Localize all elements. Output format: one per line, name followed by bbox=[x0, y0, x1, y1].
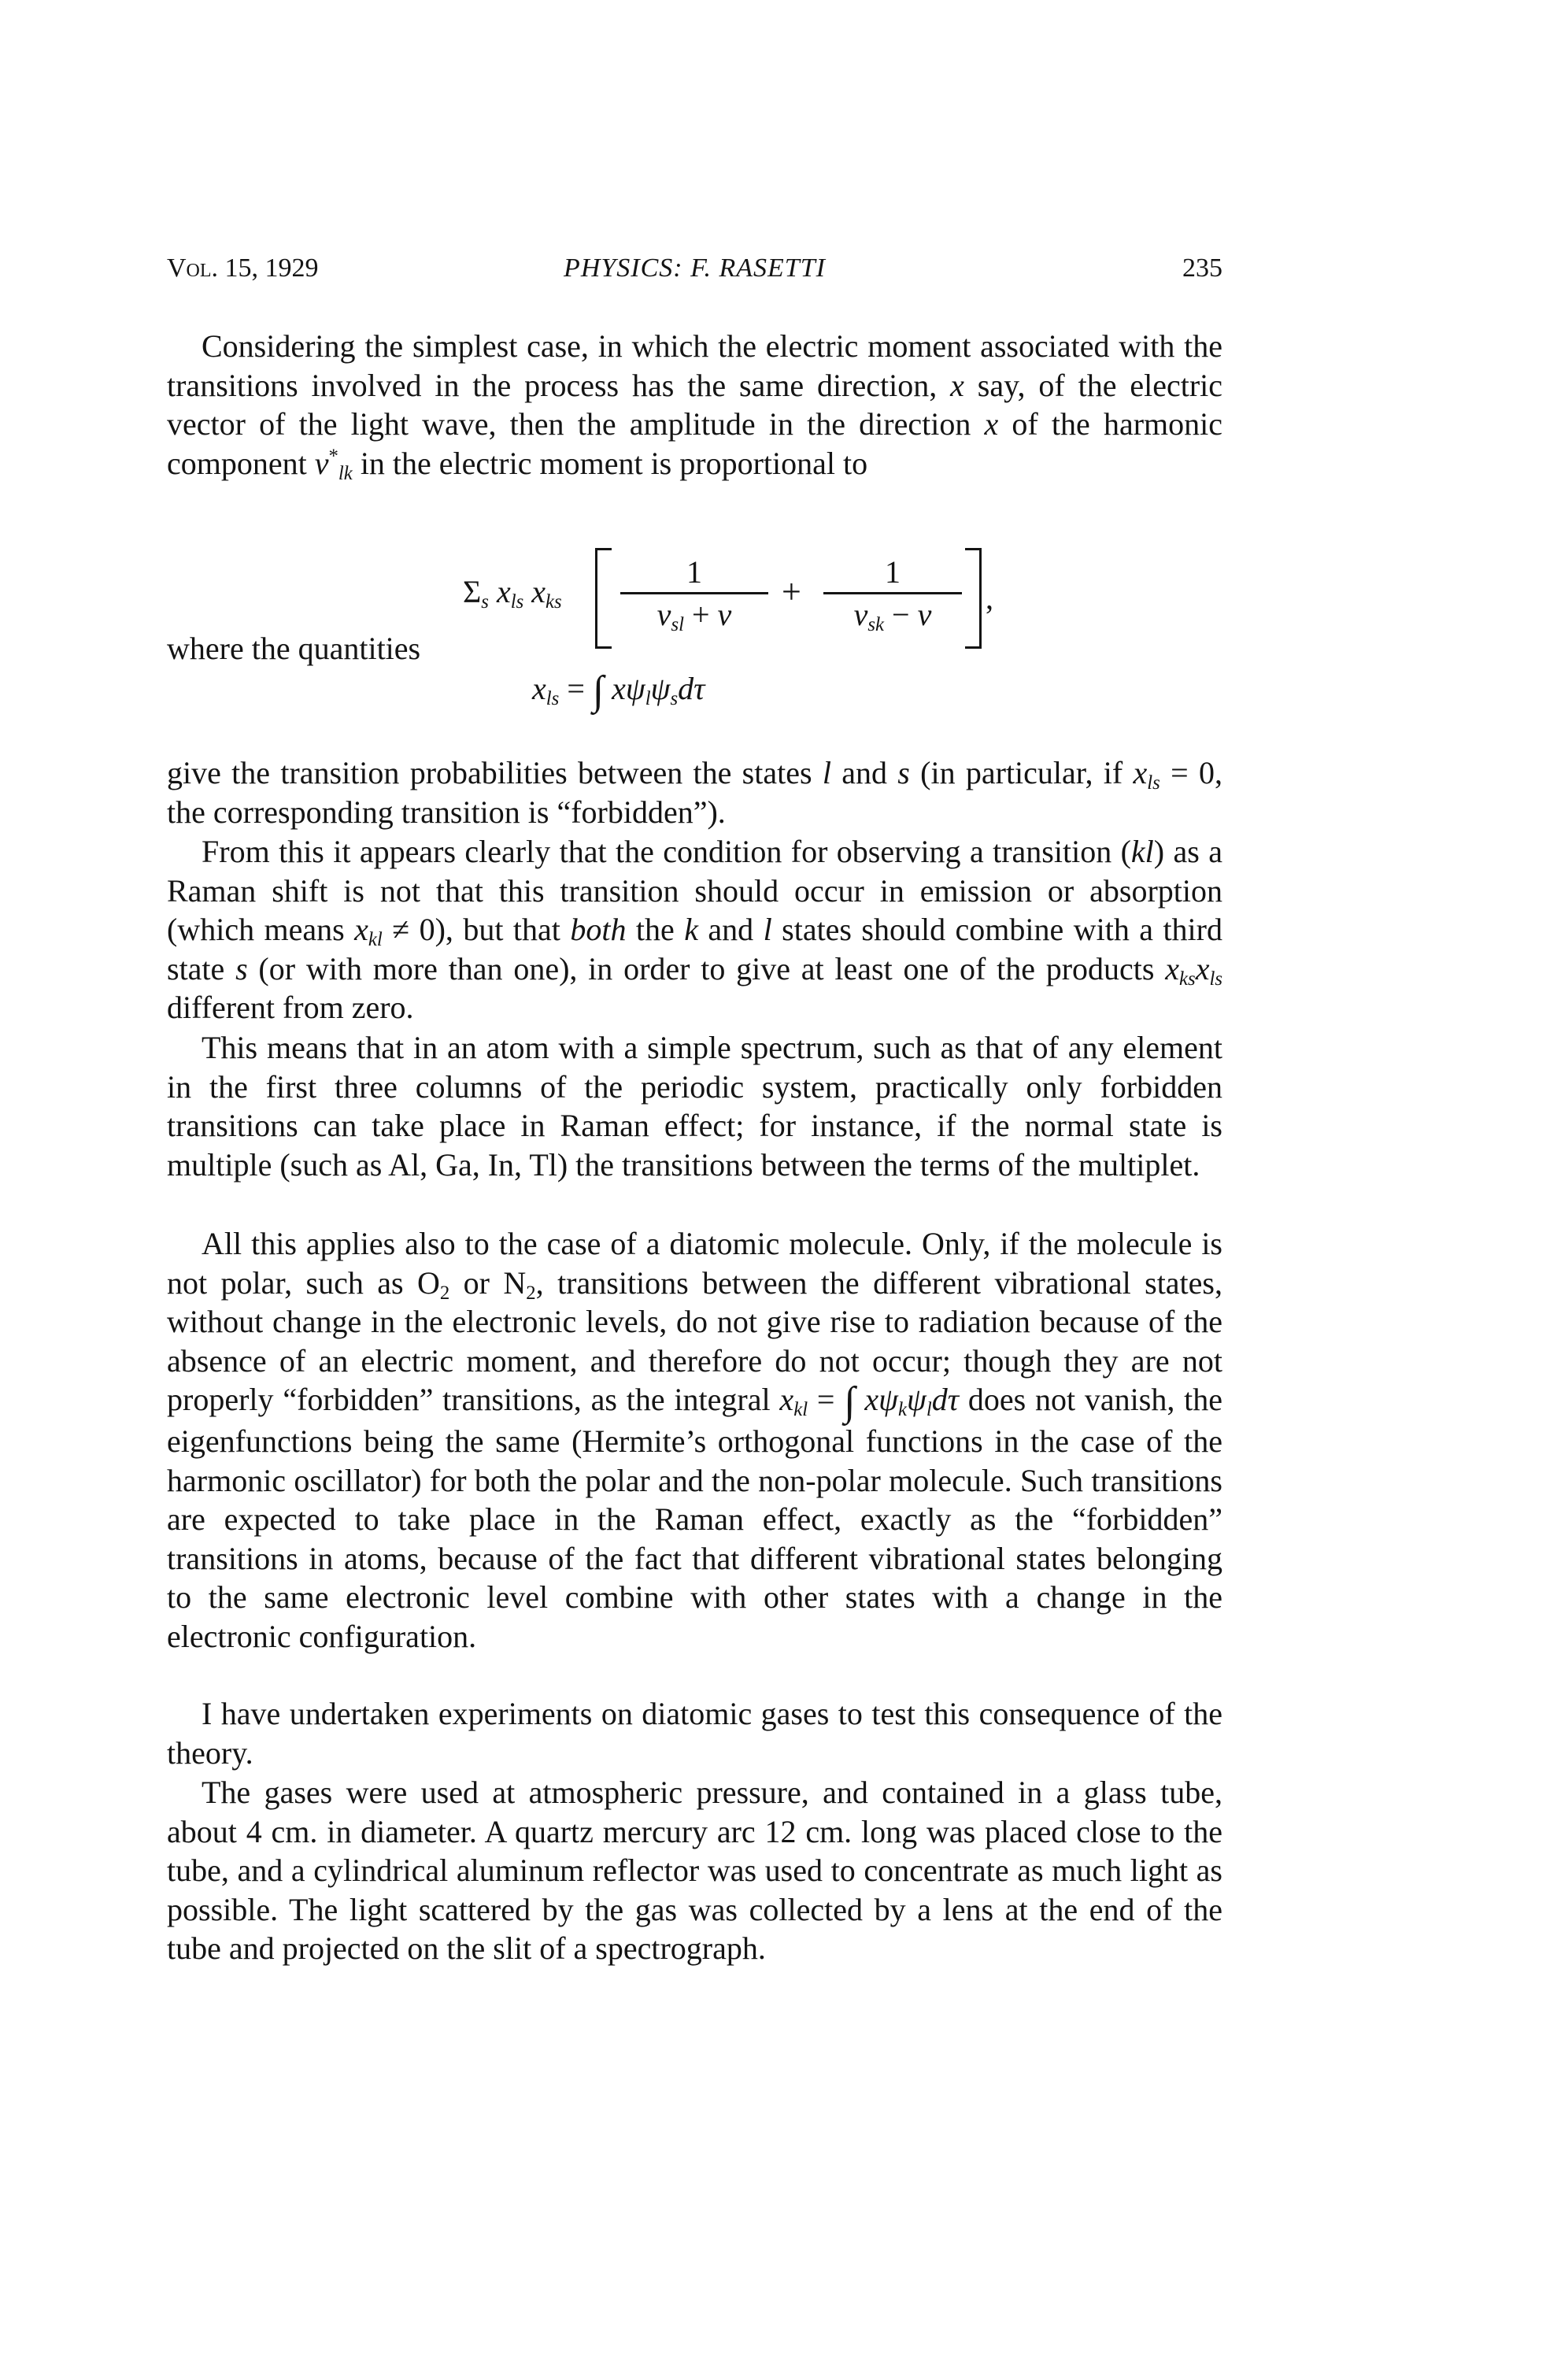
equation-sum-prefix: $\Sigma_s$ $x_{ls}$ $x_{ks}$ bbox=[463, 574, 562, 613]
paragraph-6: I have undertaken experiments on diatomic gases to test this consequence of the theory. bbox=[167, 1696, 1222, 1771]
page-number: 235 bbox=[1182, 254, 1222, 283]
fraction-2: 1 $\nu_{sk} - \nu$ bbox=[823, 553, 962, 635]
running-header bbox=[167, 254, 1222, 293]
fraction-1: 1 $\nu_{sl} + \nu$ bbox=[620, 553, 768, 635]
paragraph-2: give the transition probabilities between the states l and s (in particular, if $x_{ls} = 0$, the corresponding transition is “forbidden”). bbox=[167, 755, 1222, 830]
paragraph-7: The gases were used at atmospheric pressure, and contained in a glass tube, about 4 cm. in diameter. A quartz mercury arc 12 cm. long was placed close to the tube, and a cylindrical aluminum reflector was used to concentrate as much light as possible. The light scattered by the gas was collected by a lens at the end of the tube and projected on the slit of a spectrograph. bbox=[167, 1775, 1222, 1967]
where-label: where the quantities bbox=[167, 631, 421, 666]
running-title: PHYSICS: F. RASETTI bbox=[564, 254, 826, 283]
integral-sign: ∫ bbox=[592, 668, 605, 713]
volume-info: Vol. 15, 1929 bbox=[167, 254, 319, 283]
paragraph-5: All this applies also to the case of a diatomic molecule. Only, if the molecule is not polar, such as $O_2$ or $N_2$, transitions between the different vibrational states, without change in the electronic levels, do not give rise to radiation because of the absence of an electric moment, and therefore do not occur; though they are not properly “forbidden” transitions, as the integral $x_{kl}$ = ∫ $x\psi_k\psi_ld\tau$ does not vanish, the eigenfunctions being the same (Hermite’s orthogonal functions in the case of the harmonic oscillator) for both the polar and the non-polar molecule. Such transitions are expected to take place in the Raman effect, exactly as the “forbidden” transitions in atoms, because of the fact that different vibrational states belonging to the same electronic level combine with other states with a change in the electronic configuration. bbox=[167, 1226, 1223, 1654]
paragraph-1: Considering the simplest case, in which the electric moment associated with the transitions involved in the process has the same direction, x say, of the electric vector of the light wave, then the amplitude in the direction x of the harmonic component $\nu^*_{lk}$ in the electric moment is proportional to bbox=[167, 328, 1223, 484]
paragraph-4: This means that in an atom with a simple spectrum, such as that of any element in the first three columns of the periodic system, practically only forbidden transitions can take place in Raman effect; for instance, if the normal state is multiple (such as Al, Ga, In, Tl) the transitions between the terms of the multiplet. bbox=[167, 1030, 1222, 1183]
equation-integral: $x_{ls}$ = ∫ $x\psi_l\psi_sd\tau$ bbox=[532, 668, 705, 713]
right-bracket bbox=[965, 548, 982, 649]
left-bracket bbox=[595, 548, 612, 649]
integral-sign-inline: ∫ bbox=[844, 1379, 856, 1425]
equation-amplitude: $\Sigma_s$ $x_{ls}$ $x_{ks}$ 1 $\nu_{sl} + \nu$ + 1 $\nu_{sk} - \nu$ , bbox=[463, 543, 1234, 646]
paragraph-3: From this it appears clearly that the condition for observing a transition (kl) as a Raman shift is not that this transition should occur in emission or absorption (which means $x_{kl} \ne 0$), but that both the k and l states should combine with a third state s (or with more than one), in order to give at least one of the products $x_{ks}x_{ls}$ different from zero. bbox=[167, 834, 1222, 1026]
plus-sign: + bbox=[782, 572, 801, 611]
